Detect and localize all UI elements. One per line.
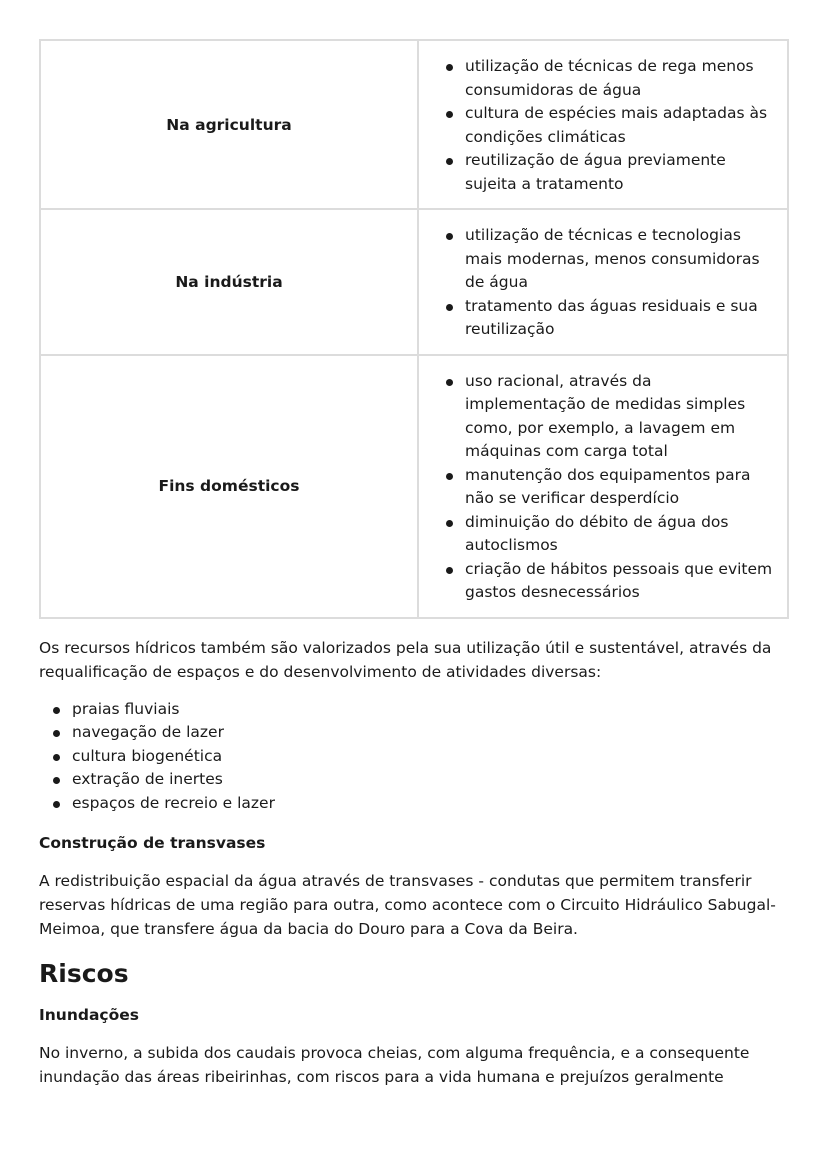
list-item: criação de hábitos pessoais que evitem gastos desnecessários [465, 558, 775, 605]
list-item: extração de inertes [72, 768, 789, 792]
table-row [40, 209, 788, 355]
measures-list [439, 55, 775, 196]
category-cell: Na indústria [40, 209, 418, 355]
measures-cell [418, 40, 788, 209]
table-row [40, 40, 788, 209]
list-item: cultura de espécies mais adaptadas às condições climáticas [465, 102, 775, 149]
measures-list [439, 370, 775, 605]
list-item: utilização de técnicas e tecnologias mais modernas, menos consumidoras de água [465, 224, 775, 295]
table-row [40, 355, 788, 618]
measures-cell [418, 209, 788, 355]
inundacoes-heading: Inundações [39, 1006, 140, 1024]
list-item: utilização de técnicas de rega menos consumidoras de água [465, 55, 775, 102]
list-item: reutilização de água previamente sujeita a tratamento [465, 149, 775, 196]
category-cell: Na agricultura [40, 40, 418, 209]
water-measures-table [39, 39, 789, 619]
category-cell: Fins domésticos [40, 355, 418, 618]
list-item: praias fluviais [72, 698, 789, 722]
list-item: cultura biogenética [72, 745, 789, 769]
list-item: navegação de lazer [72, 721, 789, 745]
measures-list [439, 224, 775, 342]
riscos-heading: Riscos [39, 959, 129, 988]
list-item: espaços de recreio e lazer [72, 792, 789, 816]
inundacoes-paragraph: No inverno, a subida dos caudais provoca cheias, com alguma frequência, e a consequente inundação das áreas ribeirinhas, com riscos para a vida humana e prejuízos geralmente [39, 1044, 750, 1086]
document-page [39, 39, 789, 1089]
intro-paragraph: Os recursos hídricos também são valorizados pela sua utilização útil e sustentável, através da requalificação de espaços e do desenvolvimento de atividades diversas: [39, 638, 772, 681]
list-item: tratamento das águas residuais e sua reutilização [465, 295, 775, 342]
uses-list [39, 698, 789, 816]
list-item: diminuição do débito de água dos autoclismos [465, 511, 775, 558]
transvases-heading: Construção de transvases [39, 834, 266, 852]
transvases-paragraph: A redistribuição espacial da água através de transvases - condutas que permitem transferir reservas hídricas de uma região para outra, como acontece com o Circuito Hidráulico Sabugal-Meimoa, que transfere água da bacia do Douro para a Cova da Beira. [39, 872, 776, 938]
measures-cell [418, 355, 788, 618]
list-item: manutenção dos equipamentos para não se verificar desperdício [465, 464, 775, 511]
list-item: uso racional, através da implementação de medidas simples como, por exemplo, a lavagem em máquinas com carga total [465, 370, 775, 464]
